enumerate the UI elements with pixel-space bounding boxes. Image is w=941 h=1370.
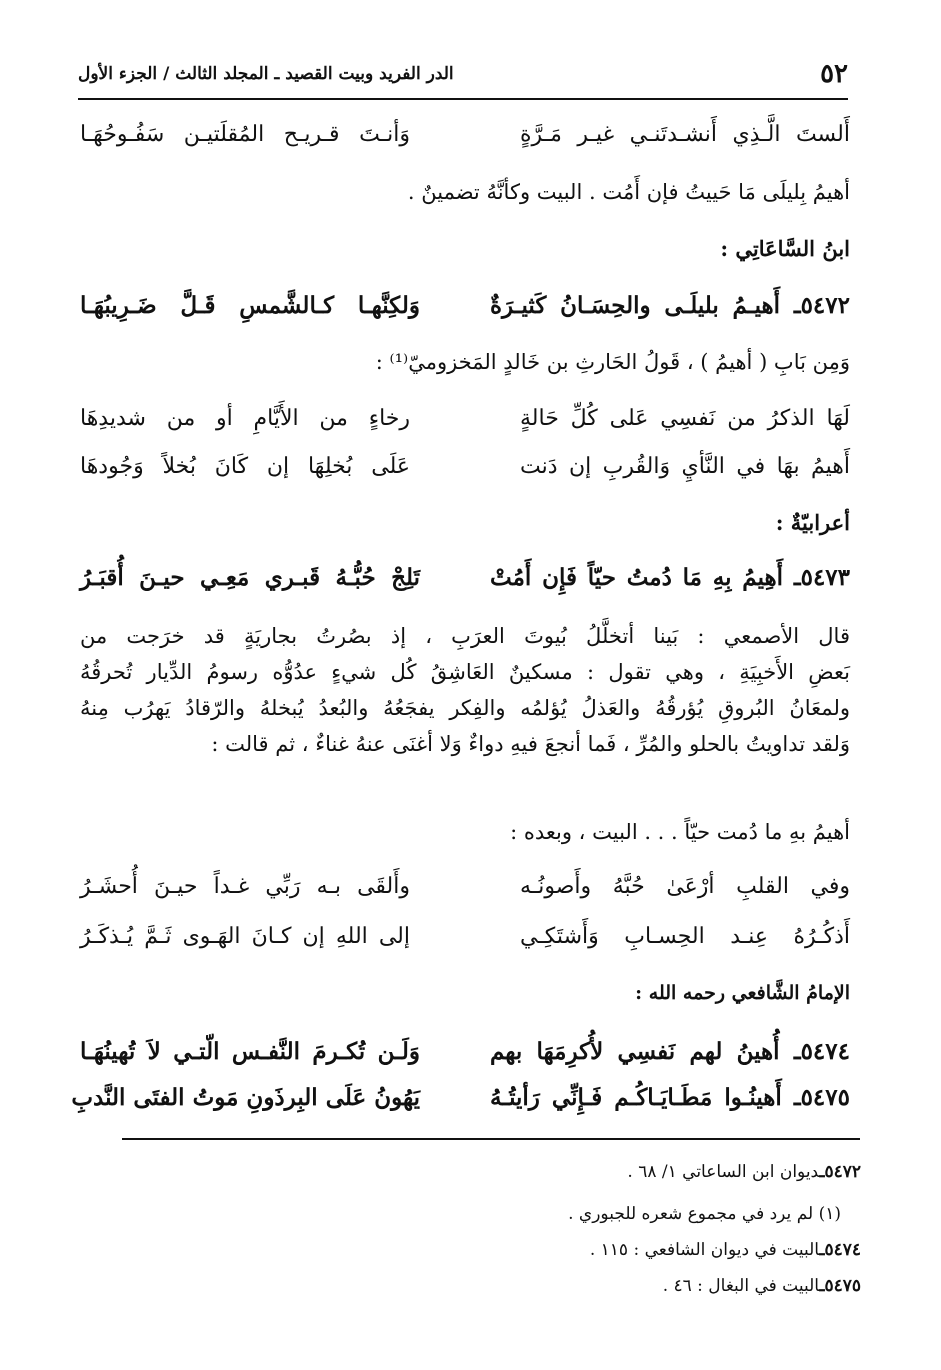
verse-hemistich-first <box>490 1038 850 1065</box>
prose-line: بَعضِ الأَخبِيَةِ ، وهي تقول : مسكينٌ العَاشِقُ كُل شيءٍ عدُوُّه رسومُ الدِّيار تُحرقُهُ <box>80 660 850 684</box>
verse-line <box>80 924 850 949</box>
verse-line <box>80 122 850 147</box>
verse-hemistich-first <box>490 564 850 591</box>
page-number: ٥٢ <box>820 59 848 89</box>
verse-hemistich-first <box>490 1084 850 1111</box>
poet-heading: أعرابيّةٌ : <box>775 510 850 535</box>
numbered-verse <box>71 1084 850 1111</box>
verse-hemistich-second: رخاءٍ من الأَيَّامِ أو من شديدِهَا <box>80 406 410 431</box>
verse-hemistich-second: عَلَى بُخلِهَا إن كَانَ بُخلاً وَجُودهَا <box>80 454 410 479</box>
prose-line: ولمعَانُ البُروقِ يُؤرقُهُ والعَذلُ يُؤلمُه والفِكر يفجَعُهُ والبُعدُ يُبخلهُ والرّقادُ يَهرُب مِنهُ <box>80 696 850 720</box>
verse-hemistich-first: أَذكُـرُهُ عِنـد الحِسـابِ وَأَشتَكِـي <box>520 924 850 949</box>
footnote-text: البيت في البغال : ٤٦ . <box>662 1276 820 1296</box>
running-title: الدر الفريد وبيت القصيد ـ المجلد الثالث / الجزء الأول <box>78 64 454 84</box>
verse-text: أَهيـمُ بليلَـى والحِسَـانُ كَثيـرَةٌ <box>490 292 781 319</box>
footnote-text: (١) لم يرد في مجموع شعره للجبوري . <box>568 1204 841 1224</box>
poet-heading: الإمامُ الشَّافعي رحمه الله : <box>635 982 850 1004</box>
prose-line: وَمِن بَابِ ( أهيمُ ) ، قَولُ الحَارثِ بن خَالدٍ المَخزوميّ⁽¹⁾ : <box>375 350 850 374</box>
verse-hemistich-first: أَهيمُ بهَا في النَّأيِ وَالقُربِ إن دَنت <box>520 454 850 479</box>
footnote-number: ٥٤٧٥ـ <box>819 1276 861 1296</box>
verse-text: أُهينُ لهم نَفسِي لأُكرِمَهَا بهم <box>490 1038 780 1065</box>
header-rule <box>78 98 848 100</box>
verse-text: أَهِيمُ بِهِ مَا دُمتُ حيّاً فَإِن أَمُتْ <box>490 564 784 591</box>
verse-number: ٥٤٧٥ـ <box>793 1084 850 1111</box>
prose-line: أهيمُ بهِ ما دُمت حيّاً . . . البيت ، وبعده : <box>510 820 850 844</box>
verse-hemistich-second: وَلكِنَّهـا كـالشَّمسِ قَـلَّ ضَـرِيبُهَـا <box>80 292 420 319</box>
verse-hemistich-second: تَلِجْ حُبُّـهُ قَبـري مَعِـي حيـنَ أُقبَـرُ <box>80 564 420 591</box>
numbered-verse <box>80 292 850 319</box>
verse-hemistich-second: يَهُونُ عَلَى البِرذَونِ مَوتُ الفتَى النَّدبِ <box>71 1084 420 1111</box>
numbered-verse <box>80 1038 850 1065</box>
verse-hemistich-first: أَلستَ الَّـذِي أَنشـدتَنـي غيـر مَـرَّةٍ <box>520 122 850 147</box>
footnote <box>590 1240 861 1260</box>
verse-hemistich-second: وَلَـن تُكـرمَ النَّفـس الّتـي لاَ تُهينُهَـا <box>80 1038 420 1065</box>
verse-number: ٥٤٧٣ـ <box>793 564 851 591</box>
footnote-number: ٥٤٧٤ـ <box>819 1240 861 1260</box>
footnote <box>568 1204 841 1224</box>
verse-text: أَهينُـوا مَطَـايَـاكُـم فَـإِنِّي رَأيتُـهُ <box>490 1084 782 1111</box>
verse-hemistich-first <box>490 292 850 319</box>
footnote <box>663 1276 861 1296</box>
verse-line <box>80 874 850 899</box>
page-header <box>78 52 848 96</box>
footnote-rule <box>122 1138 860 1140</box>
numbered-verse <box>80 564 850 591</box>
verse-number: ٥٤٧٤ـ <box>793 1038 850 1065</box>
prose-line: قال الأصمعي : بَينا أتخلَّلُ بُيوتَ العرَبِ ، إذ بصُرتُ بجاريَةٍ قد خرَجت من <box>80 624 850 648</box>
verse-hemistich-second: وأَلقَى بـه رَبِّي غـداً حيـنَ أُحشَـرُ <box>80 874 410 899</box>
verse-hemistich-second: إلى اللهِ إن كـانَ الهَـوى ثَـمَّ يُـذكَـرُ <box>80 924 410 949</box>
poet-heading: ابنُ السَّاعَاتِي : <box>720 236 850 261</box>
prose-line: وَلقد تداويتُ بالحلو والمُرِّ ، فَما أنجعَ فيهِ دواءٌ وَلا أغنَى عنهُ غناءٌ ، ثم قالت : <box>211 732 850 756</box>
footnote-text: ديوان ابن الساعاتي ١/ ٦٨ . <box>627 1162 820 1182</box>
verse-line <box>80 454 850 479</box>
footnote-text: البيت في ديوان الشافعي : ١١٥ . <box>589 1240 820 1260</box>
verse-hemistich-first: لَهَا الذكرُ من نَفسِي عَلى كُلِّ حَالةٍ <box>520 406 850 431</box>
verse-line <box>80 406 850 431</box>
verse-hemistich-second: وَأنـتَ قـريـح المُقلَتيـن سَفُـوحُهَـا <box>80 122 410 147</box>
footnote-number: ٥٤٧٢ـ <box>819 1162 861 1182</box>
prose-line: أهيمُ بِليلَى مَا حَييتُ فإن أَمُت . البيت وكأنَّهُ تضمينٌ . <box>407 180 850 204</box>
verse-hemistich-first: وفي القلبِ أرْعَىٰ حُبَّهُ وأَصونُـه <box>520 874 850 899</box>
footnote <box>627 1162 861 1182</box>
verse-number: ٥٤٧٢ـ <box>793 292 850 319</box>
